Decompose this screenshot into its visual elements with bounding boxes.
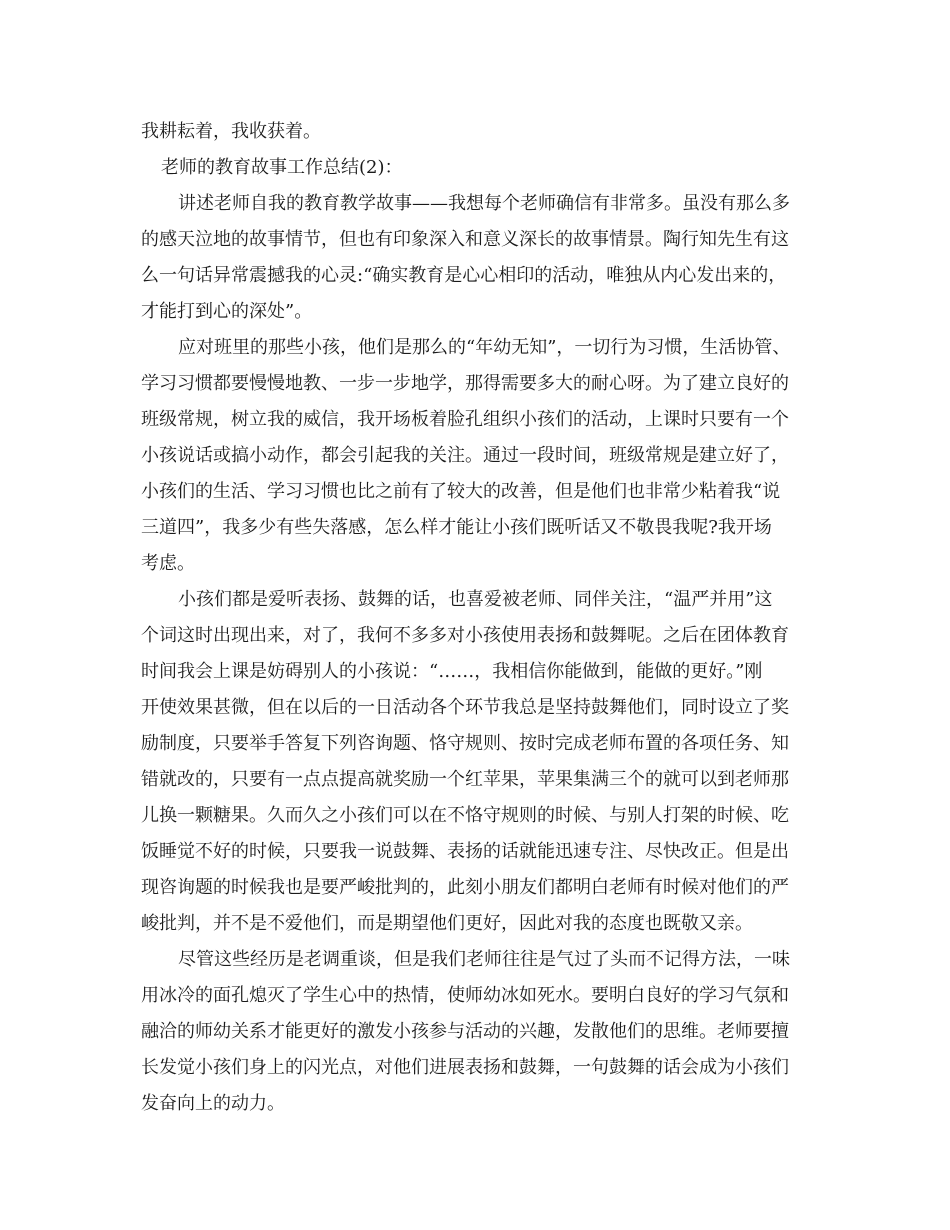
paragraph-2-line-4: 小孩说话或搞小动作，都会引起我的关注。通过一段时间，班级常规是建立好了， xyxy=(141,445,789,466)
paragraph-4-line-5: 发奋向上的动力。 xyxy=(141,1093,285,1114)
paragraph-4-line-1: 尽管这些经历是老调重谈，但是我们老师往往是气过了头而不记得方法，一味 xyxy=(178,949,790,970)
paragraph-4-line-4: 长发觉小孩们身上的闪光点，对他们进展表扬和鼓舞，一句鼓舞的话会成为小孩们 xyxy=(141,1057,789,1078)
paragraph-1-line-3: 么一句话异常震撼我的心灵:“确实教育是心心相印的活动，唯独从内心发出来的， xyxy=(141,265,787,286)
paragraph-4-line-3: 融洽的师幼关系才能更好的激发小孩参与活动的兴趣，发散他们的思维。老师要擅 xyxy=(141,1021,789,1042)
paragraph-2-line-5: 小孩们的生活、学习习惯也比之前有了较大的改善，但是他们也非常少粘着我“说 xyxy=(141,481,781,502)
paragraph-3-line-5: 励制度，只要举手答复下列咨询题、恪守规则、按时完成老师布置的各项任务、知 xyxy=(141,733,789,754)
paragraph-1-line-4: 才能打到心的深处”。 xyxy=(141,301,313,322)
paragraph-3-line-2: 个词这时出现出来，对了，我何不多多对小孩使用表扬和鼓舞呢。之后在团体教育 xyxy=(141,625,789,646)
paragraph-1-line-2: 的感天泣地的故事情节，但也有印象深入和意义深长的故事情景。陶行知先生有这 xyxy=(141,229,789,250)
paragraph-3-line-9: 现咨询题的时候我也是要严峻批判的，此刻小朋友们都明白老师有时候对他们的严 xyxy=(141,877,789,898)
paragraph-2-line-6: 三道四”，我多少有些失落感，怎么样才能让小孩们既听话又不敬畏我呢?我开场 xyxy=(141,517,772,538)
text-line-closing: 我耕耘着，我收获着。 xyxy=(141,121,321,142)
paragraph-3-line-8: 饭睡觉不好的时候，只要我一说鼓舞、表扬的话就能迅速专注、尽快改正。但是出 xyxy=(141,841,789,862)
section-heading: 老师的教育故事工作总结(2)： xyxy=(161,157,403,178)
paragraph-1-line-1: 讲述老师自我的教育教学故事——我想每个老师确信有非常多。虽没有那么多 xyxy=(178,193,790,214)
paragraph-3-line-3: 时间我会上课是妨碍别人的小孩说：“……，我相信你能做到，能做的更好。”刚 xyxy=(141,661,763,682)
paragraph-3-line-6: 错就改的，只要有一点点提高就奖励一个红苹果，苹果集满三个的就可以到老师那 xyxy=(141,769,789,790)
paragraph-2-line-2: 学习习惯都要慢慢地教、一步一步地学，那得需要多大的耐心呀。为了建立良好的 xyxy=(141,373,789,394)
paragraph-2-line-3: 班级常规，树立我的威信，我开场板着脸孔组织小孩们的活动，上课时只要有一个 xyxy=(141,409,789,430)
paragraph-3-line-1: 小孩们都是爱听表扬、鼓舞的话，也喜爱被老师、同伴关注，“温严并用”这 xyxy=(178,589,773,610)
paragraph-3-line-10: 峻批判，并不是不爱他们，而是期望他们更好，因此对我的态度也既敬又亲。 xyxy=(141,913,753,934)
paragraph-3-line-7: 儿换一颗糖果。久而久之小孩们可以在不恪守规则的时候、与别人打架的时候、吃 xyxy=(141,805,789,826)
paragraph-4-line-2: 用冰冷的面孔熄灭了学生心中的热情，使师幼冰如死水。要明白良好的学习气氛和 xyxy=(141,985,789,1006)
paragraph-2-line-7: 考虑。 xyxy=(141,553,195,574)
paragraph-3-line-4: 开使效果甚微，但在以后的一日活动各个环节我总是坚持鼓舞他们，同时设立了奖 xyxy=(141,697,789,718)
paragraph-2-line-1: 应对班里的那些小孩，他们是那么的“年幼无知”，一切行为习惯，生活协管、 xyxy=(178,337,791,358)
